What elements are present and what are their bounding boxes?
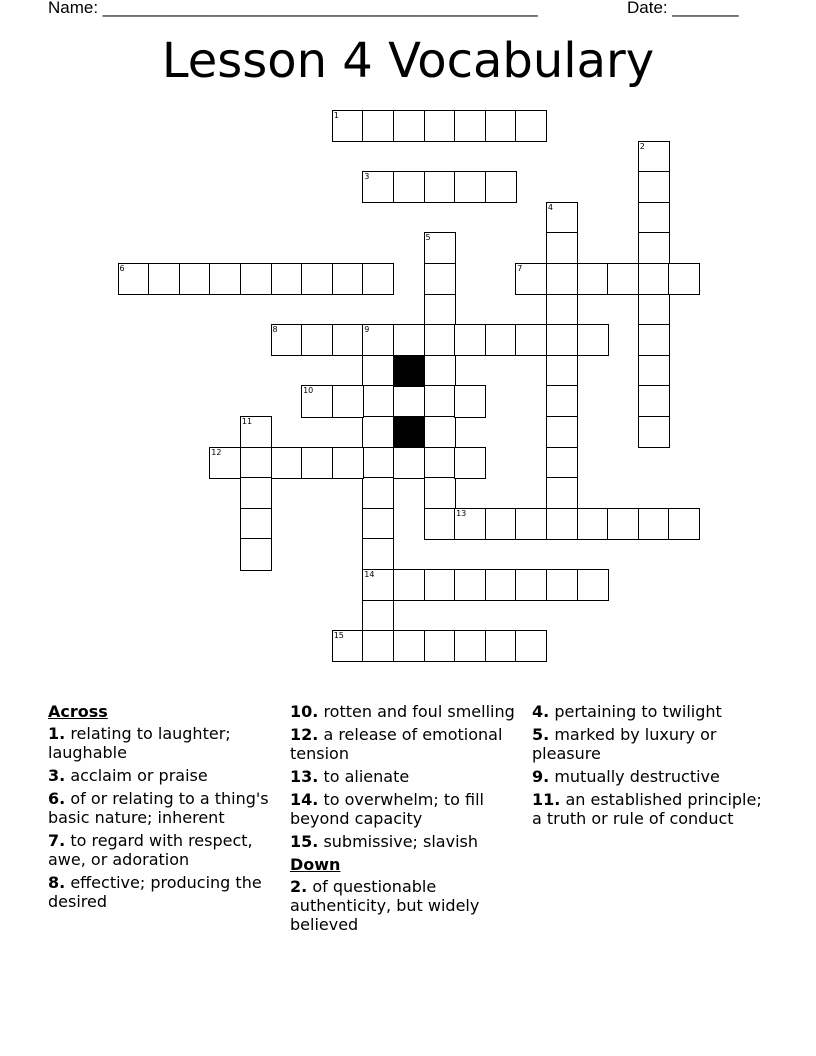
crossword-cell[interactable] (393, 447, 425, 479)
page-title: Lesson 4 Vocabulary (161, 33, 655, 89)
clue-number: 3. (48, 766, 66, 785)
crossword-cell[interactable] (485, 569, 517, 601)
clue-across-10 (290, 702, 522, 721)
crossword-cell[interactable] (546, 355, 578, 387)
clues-column-1 (48, 702, 280, 915)
crossword-cell[interactable] (393, 324, 425, 356)
crossword-cell[interactable] (332, 324, 364, 356)
clue-down-4 (532, 702, 764, 721)
clue-number: 8. (48, 873, 66, 892)
crossword-cell[interactable] (515, 110, 547, 142)
crossword-cell[interactable] (362, 630, 394, 662)
crossword-cell[interactable] (424, 324, 456, 356)
clue-down-2 (290, 877, 522, 934)
clue-number-label: 13 (456, 508, 467, 518)
clue-text: to alienate (323, 767, 410, 786)
crossword-cell[interactable] (240, 263, 272, 295)
clue-across-13 (290, 767, 522, 786)
crossword-cell[interactable] (424, 263, 456, 295)
clue-number-label: 14 (364, 570, 375, 579)
crossword-cell[interactable] (424, 630, 456, 662)
crossword-cell[interactable] (454, 447, 486, 479)
clue-number: 1. (48, 724, 66, 743)
crossword-cell[interactable] (638, 385, 670, 417)
clue-text: submissive; slavish (323, 832, 478, 851)
crossword-cell[interactable] (515, 630, 547, 662)
crossword-cell[interactable] (515, 508, 547, 540)
crossword-cell[interactable] (362, 110, 394, 142)
clue-number-label: 1 (333, 111, 339, 120)
black-square (393, 416, 425, 448)
crossword-cell[interactable] (424, 385, 456, 417)
crossword-cell[interactable] (638, 508, 670, 540)
crossword-cell[interactable] (454, 630, 486, 662)
crossword-cell[interactable] (424, 508, 456, 540)
crossword-cell[interactable] (362, 416, 394, 448)
black-square (393, 355, 425, 387)
crossword-cell[interactable] (546, 447, 578, 479)
clue-across-14 (290, 790, 522, 828)
clue-text: an established principle; a truth or rule of conduct (532, 790, 762, 828)
crossword-cell[interactable] (638, 416, 670, 448)
crossword-cell[interactable] (393, 110, 425, 142)
crossword-cell[interactable] (638, 171, 670, 203)
clue-number-label: 11 (241, 417, 253, 426)
crossword-cell[interactable] (424, 477, 456, 509)
clue-across-7 (48, 831, 280, 869)
crossword-cell[interactable] (301, 263, 333, 295)
crossword-cell[interactable] (546, 416, 578, 448)
crossword-cell[interactable] (515, 569, 547, 601)
crossword-cell[interactable] (546, 477, 578, 509)
crossword-cell[interactable] (240, 538, 272, 570)
across-heading: Across (48, 702, 108, 721)
crossword-cell[interactable] (607, 263, 639, 295)
clue-text: of or relating to a thing's basic nature; inherent (48, 789, 269, 827)
crossword-cell[interactable] (393, 630, 425, 662)
crossword-cell[interactable] (271, 263, 303, 295)
crossword-cell[interactable] (148, 263, 180, 295)
crossword-cell[interactable] (301, 324, 333, 356)
crossword-cell[interactable] (362, 263, 394, 295)
crossword-cell[interactable] (454, 385, 486, 417)
clue-number-label: 2 (639, 141, 645, 151)
clue-across-8 (48, 873, 280, 911)
clue-text: to overwhelm; to fill beyond capacity (290, 790, 484, 828)
clue-number-label: 4 (547, 202, 553, 212)
crossword-cell[interactable] (332, 263, 364, 295)
crossword-cell[interactable] (209, 263, 241, 295)
crossword-cell[interactable] (546, 324, 578, 356)
clue-text: effective; producing the desired (48, 873, 262, 911)
crossword-cell[interactable] (577, 569, 609, 601)
clue-number: 15. (290, 832, 319, 851)
crossword-cell[interactable] (240, 477, 272, 509)
crossword-cell[interactable] (393, 385, 425, 417)
crossword-cell[interactable] (240, 447, 272, 479)
clue-number: 7. (48, 831, 66, 850)
crossword-cell[interactable] (454, 171, 486, 203)
crossword-cell[interactable] (424, 294, 456, 326)
clue-across-15 (290, 832, 522, 851)
clue-across-3 (48, 766, 280, 785)
crossword-cell[interactable] (454, 324, 486, 356)
crossword-cell[interactable] (424, 447, 456, 479)
clue-number: 10. (290, 702, 319, 721)
clue-across-12 (290, 725, 522, 763)
crossword-cell[interactable] (638, 263, 670, 295)
crossword-cell[interactable] (668, 263, 700, 295)
crossword-cell[interactable] (546, 263, 578, 295)
crossword-cell[interactable] (546, 294, 578, 326)
crossword-cell[interactable] (638, 355, 670, 387)
crossword-cell[interactable] (638, 294, 670, 326)
crossword-cell[interactable] (607, 508, 639, 540)
clue-number: 6. (48, 789, 66, 808)
clue-text: mutually destructive (554, 767, 720, 786)
clues-column-2 (290, 702, 522, 938)
crossword-cell[interactable] (577, 324, 609, 356)
crossword-cell[interactable] (454, 110, 486, 142)
crossword-cell[interactable] (485, 508, 517, 540)
crossword-cell[interactable] (301, 447, 333, 479)
clue-down-9 (532, 767, 764, 786)
crossword-cell[interactable] (179, 263, 211, 295)
clue-text: a release of emotional tension (290, 725, 503, 763)
crossword-cell[interactable] (424, 171, 456, 203)
clue-number-label: 6 (119, 264, 125, 273)
crossword-cell[interactable] (546, 508, 578, 540)
crossword-cell[interactable] (424, 110, 456, 142)
clue-number: 9. (532, 767, 550, 786)
crossword-cell[interactable] (638, 202, 670, 234)
crossword-cell[interactable] (424, 569, 456, 601)
clue-text: of questionable authenticity, but widely believed (290, 877, 480, 934)
crossword-cell[interactable] (393, 171, 425, 203)
clue-across-6 (48, 789, 280, 827)
crossword-cell[interactable] (546, 385, 578, 417)
clue-number-label: 5 (425, 233, 431, 243)
date-field-label: Date: _______ (627, 0, 739, 17)
crossword-cell[interactable] (638, 324, 670, 356)
name-field-label: Name: ______________________________________________ (48, 0, 538, 17)
clue-text: marked by luxury or pleasure (532, 725, 717, 763)
clue-across-1 (48, 724, 280, 762)
clue-number: 11. (532, 790, 561, 809)
clue-text: rotten and foul smelling (323, 702, 515, 721)
crossword-cell[interactable] (485, 630, 517, 662)
crossword-cell[interactable] (485, 171, 517, 203)
clue-text: acclaim or praise (70, 766, 208, 785)
crossword-cell[interactable] (668, 508, 700, 540)
crossword-cell[interactable] (424, 355, 456, 387)
clue-down-11 (532, 790, 764, 828)
clue-number: 5. (532, 725, 550, 744)
clue-number-label: 9 (364, 325, 370, 335)
crossword-cell[interactable] (332, 385, 364, 417)
crossword-cell[interactable] (638, 232, 670, 264)
crossword-cell[interactable] (393, 569, 425, 601)
clue-number-label: 8 (272, 325, 278, 335)
crossword-cell[interactable] (454, 569, 486, 601)
crossword-cell[interactable] (332, 447, 364, 479)
crossword-cell[interactable] (362, 538, 394, 570)
clue-number-label: 15 (333, 631, 344, 641)
crossword-cell[interactable] (485, 324, 517, 356)
crossword-cell[interactable] (577, 508, 609, 540)
clue-number: 12. (290, 725, 319, 744)
crossword-cell[interactable] (485, 110, 517, 142)
crossword-cell[interactable] (362, 508, 394, 540)
crossword-cell[interactable] (271, 447, 303, 479)
crossword-cell[interactable] (546, 569, 578, 601)
crossword-cell[interactable] (362, 385, 394, 417)
crossword-cell[interactable] (362, 355, 394, 387)
clue-number: 13. (290, 767, 319, 786)
crossword-cell[interactable] (240, 508, 272, 540)
clue-number-label: 3 (364, 172, 370, 182)
clue-number-label: 7 (517, 264, 523, 273)
crossword-cell[interactable] (362, 477, 394, 509)
clue-number-label: 10 (303, 386, 314, 396)
clue-down-5 (532, 725, 764, 763)
clue-text: to regard with respect, awe, or adoration (48, 831, 253, 869)
crossword-cell[interactable] (515, 324, 547, 356)
clue-number-label: 12 (211, 447, 222, 457)
down-heading: Down (290, 855, 341, 874)
crossword-cell[interactable] (362, 447, 394, 479)
clue-text: pertaining to twilight (554, 702, 722, 721)
clue-text: relating to laughter; laughable (48, 724, 231, 762)
crossword-cell[interactable] (546, 232, 578, 264)
clue-number: 4. (532, 702, 550, 721)
crossword-cell[interactable] (362, 600, 394, 632)
crossword-cell[interactable] (577, 263, 609, 295)
clues-column-3 (532, 702, 764, 832)
clue-number: 2. (290, 877, 308, 896)
clue-number: 14. (290, 790, 319, 809)
crossword-cell[interactable] (424, 416, 456, 448)
